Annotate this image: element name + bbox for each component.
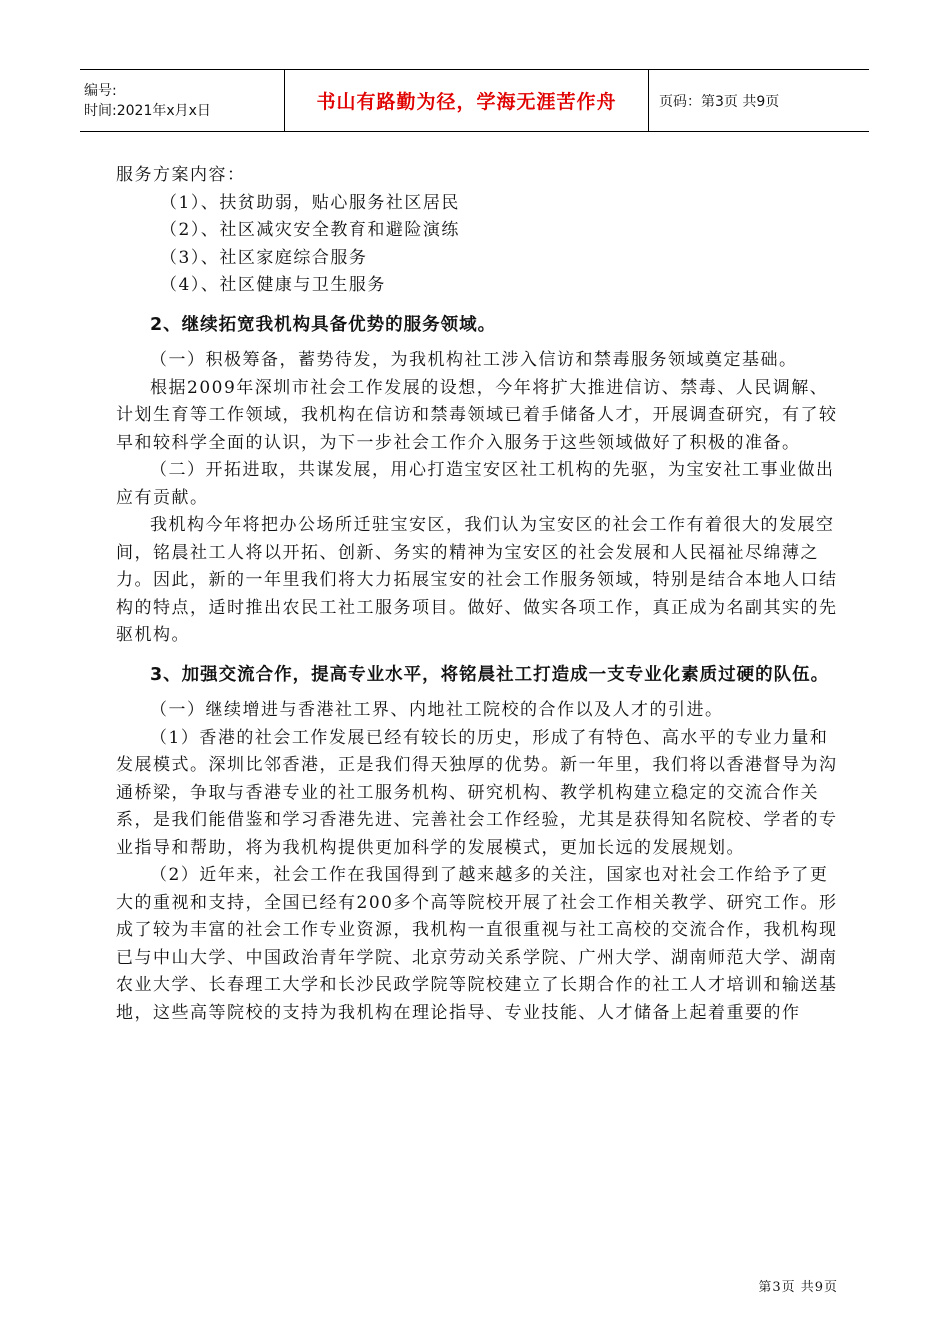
paragraph: 我机构今年将把办公场所迁驻宝安区，我们认为宝安区的社会工作有着很大的发展空间，铭晨社工人将以开拓、创新、务实的精神为宝安区的社会发展和人民福祉尽绵薄之力。因此，新的一年里我们将大力拓展宝安的社会工作服务领域，特别是结合本地人口结构的特点，适时推出农民工社工服务项目。做好、做实各项工作，真正成为名副其实的先驱机构。 bbox=[116, 515, 838, 645]
header-motto-cell bbox=[285, 70, 649, 131]
document-body bbox=[116, 162, 844, 1027]
page-header bbox=[80, 69, 869, 132]
paragraph: （1）香港的社会工作发展已经有较长的历史，形成了有特色、高水平的专业力量和发展模式。深圳比邻香港，正是我们得天独厚的优势。新一年里，我们将以香港督导为沟通桥梁，争取与香港专业的社工服务机构、研究机构、教学机构建立稳定的交流合作关系，是我们能借鉴和学习香港先进、完善社会工作经验，尤其是获得知名院校、学者的专业指导和帮助，将为我机构提供更加科学的发展模式，更加长远的发展规划。 bbox=[116, 727, 838, 858]
paragraph: 根据2009年深圳市社会工作发展的设想，今年将扩大推进信访、禁毒、人民调解、计划生育等工作领域，我机构在信访和禁毒领域已着手储备人才，开展调查研究，有了较早和较科学全面的认识，为下一步社会工作介入服务于这些领域做好了积极的准备。 bbox=[116, 377, 838, 453]
header-motto: 书山有路勤为径，学海无涯苦作舟 bbox=[316, 91, 617, 113]
service-item-1: （1）、扶贫助弱，贴心服务社区居民 bbox=[160, 192, 460, 213]
paragraph: （二）开拓进取，共谋发展，用心打造宝安区社工机构的先驱，为宝安社工事业做出应有贡献。 bbox=[116, 460, 835, 508]
paragraph: （2）近年来，社会工作在我国得到了越来越多的关注，国家也对社会工作给予了更大的重视和支持，全国已经有200多个高等院校开展了社会工作相关教学、研究工作。形成了较为丰富的社会工作专业资源，我机构一直很重视与社工高校的交流合作，我机构现已与中山大学、中国政治青年学院、北京劳动关系学院、广州大学、湖南师范大学、湖南农业大学、长春理工大学和长沙民政学院等院校建立了长期合作的社工人才培训和输送基地，这些高等院校的支持为我机构在理论指导、专业技能、人才储备上起着重要的作 bbox=[116, 865, 838, 1023]
paragraph: （一）继续增进与香港社工界、内地社工院校的合作以及人才的引进。 bbox=[150, 700, 724, 720]
section-heading-2: 2、继续拓宽我机构具备优势的服务领域。 bbox=[150, 314, 497, 335]
header-page-cell bbox=[649, 70, 869, 131]
header-page: 页码：第3页 共9页 bbox=[659, 93, 780, 110]
service-item-3: （3）、社区家庭综合服务 bbox=[160, 247, 368, 268]
header-time: 时间:2021年x月x日 bbox=[84, 102, 211, 119]
section-heading-3: 3、加强交流合作，提高专业水平，将铭晨社工打造成一支专业化素质过硬的队伍。 bbox=[150, 664, 830, 685]
paragraph: （一）积极筹备，蓄势待发，为我机构社工涉入信访和禁毒服务领域奠定基础。 bbox=[150, 350, 798, 370]
service-title: 服务方案内容： bbox=[116, 165, 246, 185]
service-item-2: （2）、社区减灾安全教育和避险演练 bbox=[160, 220, 460, 240]
service-item-4: （4）、社区健康与卫生服务 bbox=[160, 275, 386, 295]
header-number: 编号: bbox=[84, 82, 117, 99]
page-footer: 第3页 共9页 bbox=[758, 1280, 838, 1295]
header-meta bbox=[80, 70, 285, 131]
